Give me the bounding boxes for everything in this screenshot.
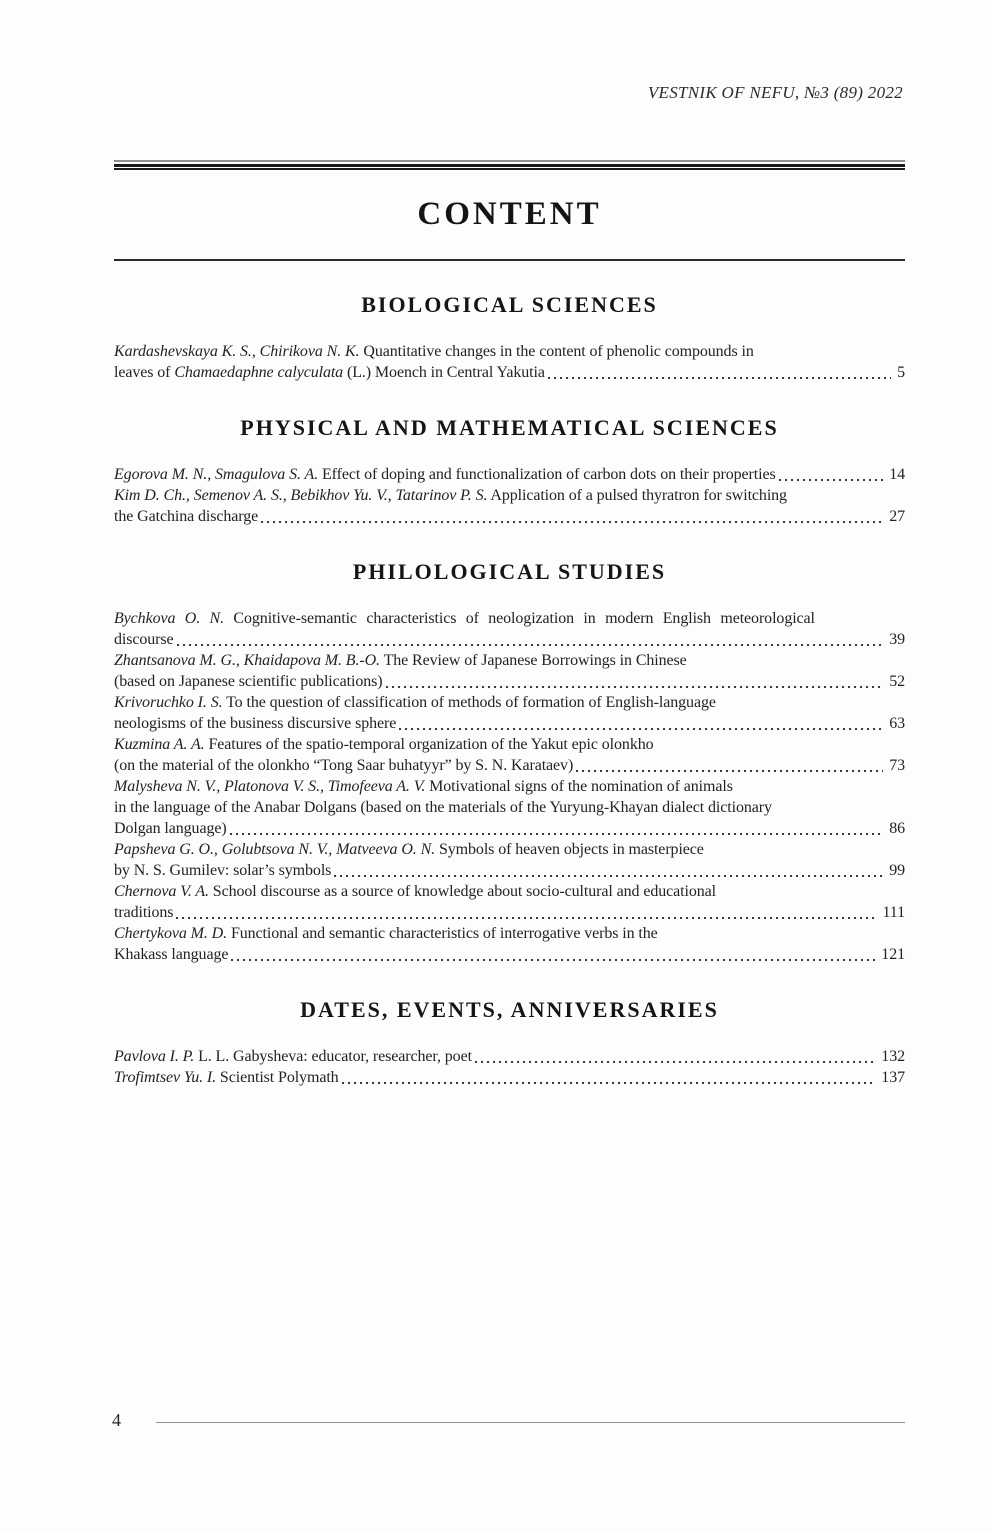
toc-entry-line <box>114 692 905 713</box>
toc-entry <box>114 1067 905 1088</box>
dot-leader <box>332 860 885 881</box>
entry-authors: Bychkova O. N. <box>114 610 225 627</box>
entry-title-text: the Gatchina discharge <box>114 508 259 525</box>
toc-entry-line <box>114 362 905 383</box>
journal-header: VESTNIK OF NEFU, №3 (89) 2022 <box>647 83 903 102</box>
entry-title-text: discourse <box>114 631 174 648</box>
toc-sections <box>114 293 905 1088</box>
content-area <box>114 0 905 1531</box>
title-rule <box>114 259 905 261</box>
page-footer <box>112 1408 905 1432</box>
toc-entry-line <box>114 341 905 362</box>
toc-entry-line <box>114 776 905 797</box>
toc-entry <box>114 1046 905 1067</box>
toc-entry-line <box>114 1046 905 1067</box>
entry-authors: Pavlova I. P. <box>114 1048 195 1065</box>
toc-entry-line <box>114 944 905 965</box>
dot-leader <box>340 1067 878 1088</box>
entry-title-text: School discourse as a source of knowledge about socio-cultural and educational <box>208 883 716 900</box>
section-title: BIOLOGICAL SCIENCES <box>361 292 658 317</box>
footer-rule <box>156 1422 905 1423</box>
entry-authors: Chamaedaphne calyculata <box>174 364 344 381</box>
entry-title-text: Khakass language <box>114 946 229 963</box>
toc-entry <box>114 341 905 383</box>
entry-title-text: Dolgan language) <box>114 820 227 837</box>
toc-entry-line <box>114 818 905 839</box>
footer-page-number: 4 <box>112 1410 121 1430</box>
entry-page-number: 86 <box>889 820 905 837</box>
toc-entry <box>114 734 905 776</box>
entry-page-number: 63 <box>889 715 905 732</box>
entry-authors: Malysheva N. V., Platonova V. S., Timofeeva A. V. <box>114 778 426 795</box>
dot-leader <box>384 671 886 692</box>
toc-entry-line <box>114 671 905 692</box>
entry-title-text: Quantitative changes in the content of phenolic compounds in <box>359 343 754 360</box>
toc-entry-line <box>114 923 905 944</box>
entry-title-text: Functional and semantic characteristics of interrogative verbs in the <box>227 925 658 942</box>
entry-authors: Kim D. Ch., Semenov A. S., Bebikhov Yu. V., Tatarinov P. S. <box>114 487 488 504</box>
toc-entry <box>114 923 905 965</box>
entry-authors: Kardashevskaya K. S., Chirikova N. K. <box>114 343 360 360</box>
entry-title-text: L. L. Gabysheva: educator, researcher, poet <box>194 1048 472 1065</box>
entry-authors: Kuzmina A. A. <box>114 736 205 753</box>
toc-entry <box>114 692 905 734</box>
entry-page-number: 39 <box>889 631 905 648</box>
toc-entry-line <box>114 797 905 818</box>
dot-leader <box>574 755 885 776</box>
toc-entry-line <box>114 881 905 902</box>
toc-entry-line <box>114 902 905 923</box>
toc-entry <box>114 464 905 485</box>
toc-entry <box>114 881 905 923</box>
toc-entry-line <box>114 755 905 776</box>
entry-title-text: (based on Japanese scientific publications) <box>114 673 383 690</box>
toc-entry <box>114 776 905 839</box>
toc-entry <box>114 485 905 527</box>
entry-title-text: Symbols of heaven objects in masterpiece <box>435 841 704 858</box>
toc-entry <box>114 650 905 692</box>
toc-entry-line <box>114 629 905 650</box>
section-title: DATES, EVENTS, ANNIVERSARIES <box>300 997 719 1022</box>
entry-title-text: Application of a pulsed thyratron for switching <box>487 487 787 504</box>
toc-entry <box>114 839 905 881</box>
entry-authors: Papsheva G. O., Golubtsova N. V., Matveeva O. N. <box>114 841 436 858</box>
entry-page-number: 27 <box>889 508 905 525</box>
entry-title-text: To the question of classification of methods of formation of English-language <box>222 694 716 711</box>
entry-page-number: 14 <box>889 466 905 483</box>
entry-page-number: 99 <box>889 862 905 879</box>
entry-authors: Egorova M. N., Smagulova S. A. <box>114 466 319 483</box>
section-title: PHYSICAL AND MATHEMATICAL SCIENCES <box>240 415 779 440</box>
entry-page-number: 121 <box>881 946 905 963</box>
entry-title-text: The Review of Japanese Borrowings in Chinese <box>379 652 687 669</box>
entry-title-text: Scientist Polymath <box>216 1069 339 1086</box>
entry-authors: Chertykova M. D. <box>114 925 228 942</box>
toc-entry-line <box>114 464 905 485</box>
entry-title-text: neologisms of the business discursive sphere <box>114 715 397 732</box>
dot-leader <box>229 944 877 965</box>
entry-title-text: Cognitive-semantic characteristics of neologization in modern English meteorological <box>224 610 815 627</box>
entry-title-text: Effect of doping and functionalization of carbon dots on their properties <box>318 466 776 483</box>
section-title: PHILOLOGICAL STUDIES <box>352 559 667 584</box>
toc-section <box>114 998 905 1088</box>
section-entries <box>114 608 905 965</box>
toc-section <box>114 560 905 965</box>
toc-entry-line <box>114 860 905 881</box>
toc-entry-line <box>114 506 905 527</box>
dot-leader <box>473 1046 877 1067</box>
entry-title-text: (on the material of the olonkho “Tong Saar buhatyyr” by S. N. Karataev) <box>114 757 574 774</box>
entry-authors: Trofimtsev Yu. I. <box>114 1069 217 1086</box>
toc-section <box>114 416 905 527</box>
toc-section <box>114 293 905 383</box>
entry-authors: Krivoruchko I. S. <box>114 694 223 711</box>
dot-leader <box>228 818 886 839</box>
dot-leader <box>397 713 885 734</box>
top-double-rule <box>114 160 905 170</box>
toc-entry-line <box>114 608 905 629</box>
entry-title-text: leaves of <box>114 364 175 381</box>
entry-title-text: (L.) Moench in Central Yakutia <box>343 364 545 381</box>
entry-page-number: 73 <box>889 757 905 774</box>
entry-page-number: 5 <box>897 364 905 381</box>
section-entries <box>114 1046 905 1088</box>
dot-leader <box>546 362 893 383</box>
dot-leader <box>259 506 885 527</box>
toc-entry-line <box>114 839 905 860</box>
toc-entry-line <box>114 1067 905 1088</box>
entry-page-number: 111 <box>882 904 905 921</box>
dot-leader <box>174 902 878 923</box>
entry-page-number: 52 <box>889 673 905 690</box>
entry-authors: Chernova V. A. <box>114 883 209 900</box>
section-entries <box>114 341 905 383</box>
toc-entry-line <box>114 734 905 755</box>
toc-entry-line <box>114 485 905 506</box>
entry-title-text: traditions <box>114 904 174 921</box>
dot-leader <box>175 629 886 650</box>
entry-title-text: Features of the spatio-temporal organization of the Yakut epic olonkho <box>204 736 654 753</box>
entry-title-text: Motivational signs of the nomination of animals <box>425 778 733 795</box>
entry-title-text: by N. S. Gumilev: solar’s symbols <box>114 862 332 879</box>
toc-entry-line <box>114 713 905 734</box>
entry-page-number: 137 <box>881 1069 905 1086</box>
entry-title-text: in the language of the Anabar Dolgans (based on the materials of the Yuryung-Khayan dialect dictionary <box>114 799 772 816</box>
page-title: CONTENT <box>417 196 602 232</box>
toc-entry-line <box>114 650 905 671</box>
entry-authors: Zhantsanova M. G., Khaidapova M. B.-O. <box>114 652 380 669</box>
toc-entry <box>114 608 905 650</box>
section-entries <box>114 464 905 527</box>
dot-leader <box>777 464 886 485</box>
entry-page-number: 132 <box>881 1048 905 1065</box>
